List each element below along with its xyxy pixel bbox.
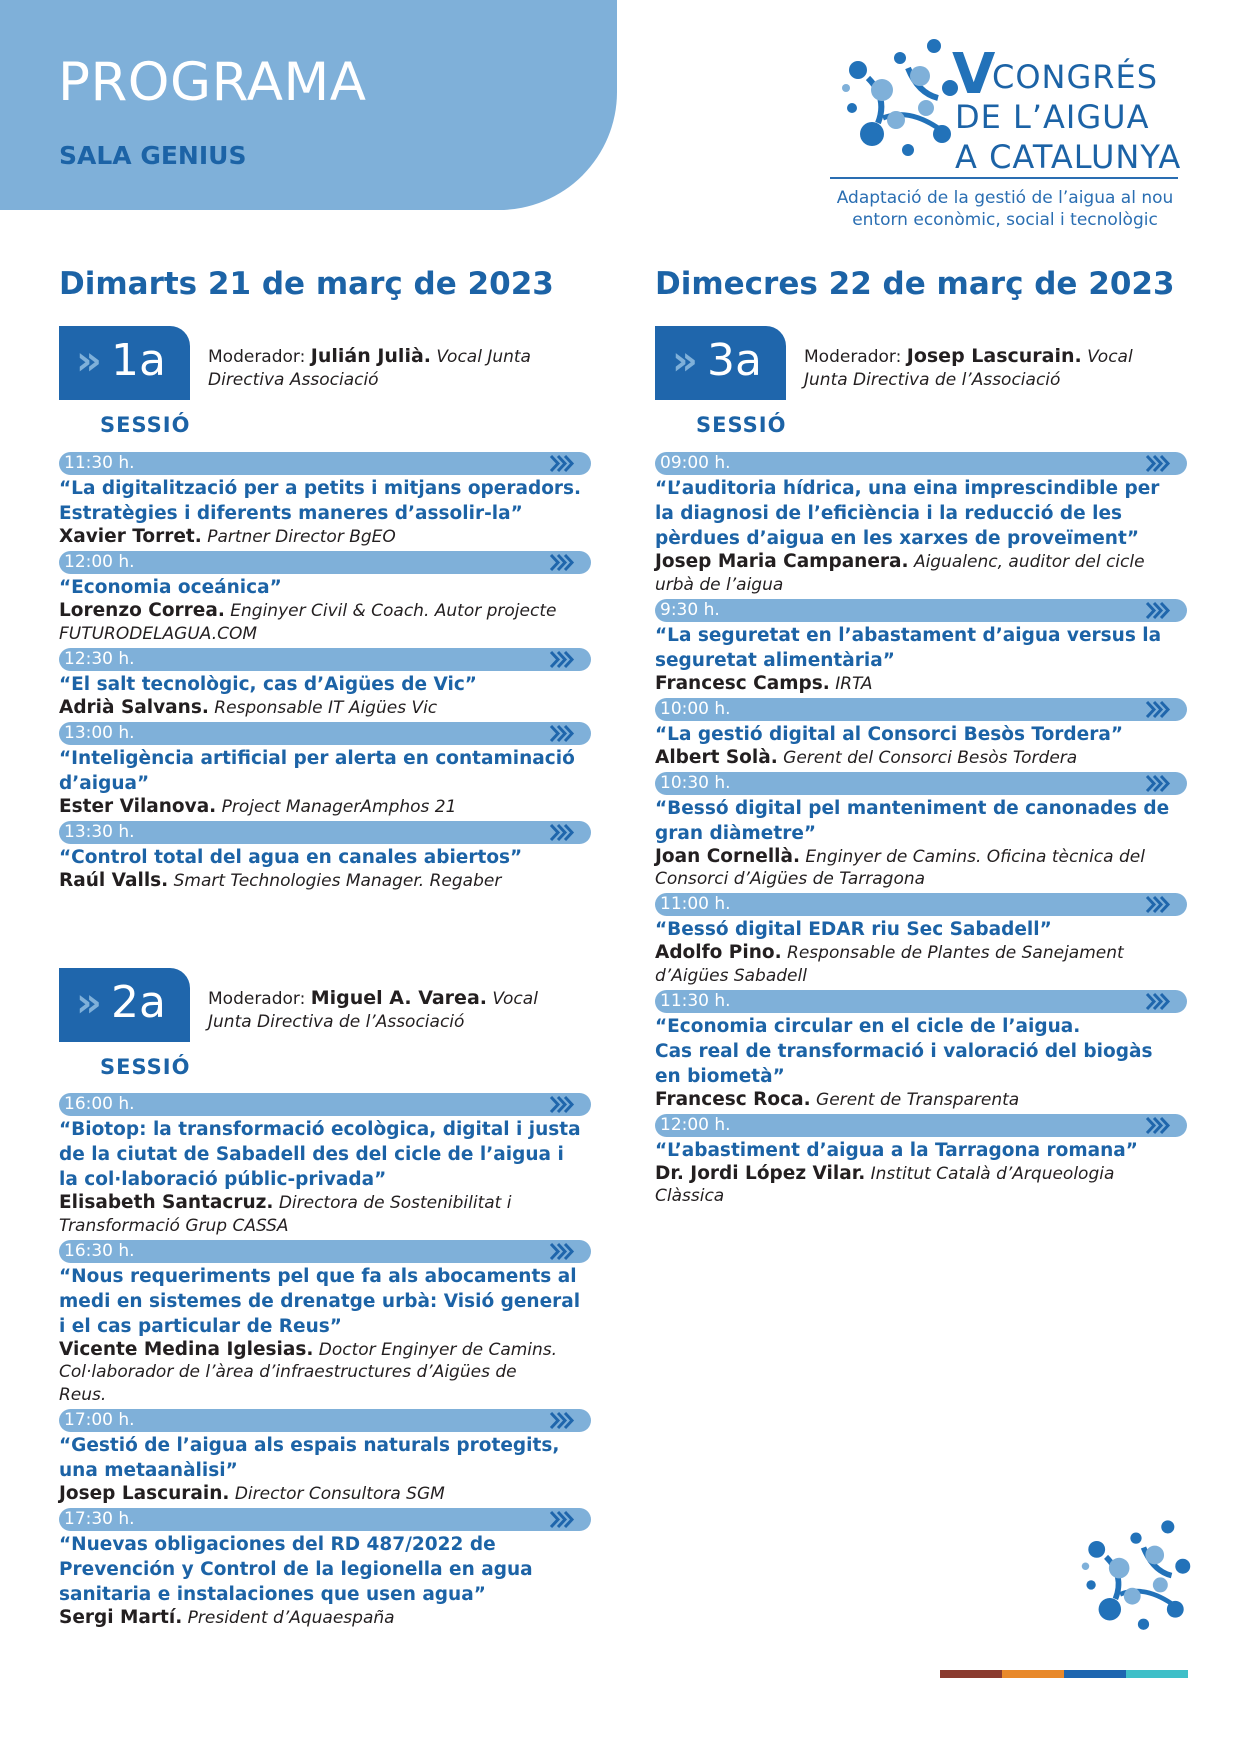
- talk-item: [59, 1093, 591, 1237]
- talk-speaker: [655, 673, 1187, 696]
- time-bar: [655, 452, 1187, 475]
- talk-title-line: la diagnosi de l’eficiència i la reducció de les: [655, 503, 1123, 524]
- moderator-label: Moderador:: [208, 989, 306, 1009]
- speaker-role: Enginyer Civil & Coach. Autor projecte: [230, 601, 557, 621]
- talk-title: [59, 845, 591, 870]
- brand-divider: [830, 177, 1178, 179]
- talk-speaker: [59, 697, 591, 720]
- talk-item: [655, 772, 1187, 891]
- speaker-name: Joan Cornellà.: [655, 845, 801, 867]
- talk-item: [59, 648, 591, 720]
- double-chevron-icon: »: [672, 338, 698, 384]
- speaker-name: Ester Vilanova.: [59, 795, 217, 817]
- talk-time: 16:00 h.: [64, 1094, 135, 1114]
- speaker-name: Raúl Valls.: [59, 869, 169, 891]
- brand-line-1: CONGRÉS: [992, 58, 1159, 96]
- session-label: SESSIÓ: [100, 1055, 191, 1079]
- session-number: 3a: [707, 335, 762, 386]
- triple-chevron-icon: [549, 553, 575, 572]
- speaker-name: Josep Lascurain.: [59, 1482, 230, 1504]
- talk-title: [655, 796, 1187, 846]
- talk-title-line: gran diàmetre”: [655, 822, 817, 844]
- speaker-role-line: Reus.: [59, 1384, 107, 1405]
- session-number: 1a: [111, 335, 166, 386]
- time-bar: [655, 1114, 1187, 1137]
- moderator-label: Moderador:: [208, 347, 306, 367]
- talk-item: [59, 722, 591, 819]
- moderator-role: Vocal: [492, 989, 538, 1009]
- talk-time: 9:30 h.: [660, 599, 720, 620]
- speaker-name: Elisabeth Santacruz.: [59, 1192, 274, 1213]
- time-bar: [59, 1093, 591, 1116]
- time-bar: [59, 551, 591, 574]
- talk-speaker: [655, 1089, 1187, 1112]
- talk-title-line: “La seguretat en l’abastament d’aigua versus la: [655, 624, 1162, 646]
- talk-item: [655, 452, 1187, 596]
- talk-speaker: [655, 942, 1187, 987]
- moderator-block: [208, 345, 531, 391]
- moderator-role-line-2: Junta Directiva de l’Associació: [208, 1011, 465, 1032]
- speaker-role: Doctor Enginyer de Camins.: [318, 1339, 558, 1360]
- talk-title-line: “Bessó digital pel manteniment de canonades de: [655, 797, 1170, 819]
- tagline-line-2: entorn econòmic, social i tecnològic: [852, 210, 1158, 230]
- talk-title: [655, 476, 1187, 551]
- triple-chevron-icon: [549, 1242, 575, 1261]
- talk-title-line: Cas real de transformació i valoració del biogàs: [655, 1040, 1153, 1062]
- speaker-role: Partner Director BgEO: [207, 527, 396, 547]
- triple-chevron-icon: [549, 1411, 575, 1430]
- triple-chevron-icon: [1145, 1116, 1171, 1135]
- talk-title-line: medi en sistemes de drenatge urbà: Visió general: [59, 1290, 581, 1312]
- speaker-role: Responsable de Plantes de Sanejament: [787, 943, 1124, 963]
- colorbar-orange: [1002, 1670, 1064, 1678]
- speaker-role-line: Clàssica: [655, 1186, 725, 1206]
- talk-speaker: [655, 747, 1187, 770]
- speaker-name: Francesc Roca.: [655, 1088, 811, 1110]
- time-bar: [59, 452, 591, 475]
- session-label: SESSIÓ: [696, 413, 787, 437]
- time-bar: [59, 722, 591, 745]
- speaker-line-1: [59, 526, 591, 549]
- time-bar: [59, 1240, 591, 1263]
- speaker-name: Sergi Martí.: [59, 1606, 183, 1628]
- talk-item: [655, 698, 1187, 770]
- double-chevron-icon: »: [76, 980, 102, 1026]
- time-bar: [655, 772, 1187, 795]
- moderator-role: Vocal Junta: [436, 347, 531, 367]
- talk-title: [59, 746, 591, 796]
- speaker-role-line: d’Aigües Sabadell: [655, 965, 807, 986]
- talk-item: [59, 821, 591, 893]
- talk-title-line: “La gestió digital al Consorci Besòs Tordera”: [655, 723, 1123, 745]
- moderator-role: Vocal: [1087, 347, 1133, 367]
- speaker-line-1: [655, 846, 1187, 869]
- triple-chevron-icon: [1145, 992, 1171, 1011]
- moderator-line-1: [804, 345, 1133, 369]
- brand-line-2: DE L’AIGUA: [955, 98, 1150, 136]
- talk-title-line: “Economia oceánica”: [59, 577, 282, 598]
- speaker-role: Project ManagerAmphos 21: [221, 796, 457, 817]
- talk-title: [655, 1138, 1187, 1163]
- speaker-line-1: [655, 1089, 1187, 1112]
- talk-speaker: [59, 1607, 591, 1630]
- speaker-line-1: [655, 747, 1187, 770]
- talk-item: [655, 599, 1187, 696]
- talk-time: 13:30 h.: [64, 821, 135, 842]
- session-badge-1a: [59, 326, 190, 400]
- time-bar: [655, 893, 1187, 916]
- talk-title: [59, 1117, 591, 1192]
- talk-title: [59, 476, 591, 526]
- colorbar-teal: [1126, 1670, 1188, 1678]
- speaker-role-line: Consorci d’Aigües de Tarragona: [655, 869, 926, 889]
- talk-speaker: [655, 551, 1187, 596]
- talk-item: [59, 1240, 591, 1407]
- talk-time: 10:30 h.: [660, 772, 731, 793]
- speaker-role: IRTA: [835, 673, 873, 694]
- talk-title: [59, 672, 591, 697]
- speaker-name: Lorenzo Correa.: [59, 600, 225, 621]
- talk-time: 16:30 h.: [64, 1240, 135, 1261]
- triple-chevron-icon: [1145, 454, 1171, 473]
- talk-time: 13:00 h.: [64, 722, 135, 743]
- speaker-role: Gerent del Consorci Besòs Tordera: [783, 747, 1078, 768]
- talk-title-line: “Economia circular en el cicle de l’aigua.: [655, 1015, 1081, 1037]
- session-badge-2a: [59, 968, 190, 1042]
- header-band: [0, 0, 617, 210]
- brand-numeral: V: [952, 42, 996, 107]
- triple-chevron-icon: [1145, 774, 1171, 793]
- time-bar: [655, 599, 1187, 622]
- triple-chevron-icon: [549, 823, 575, 842]
- talk-title: [655, 722, 1187, 747]
- congress-logo-icon: [838, 38, 962, 160]
- talk-speaker: [59, 1483, 591, 1506]
- speaker-line-1: [655, 942, 1187, 965]
- colorbar-brown: [940, 1670, 1002, 1678]
- triple-chevron-icon: [1145, 895, 1171, 914]
- talk-time: 12:00 h.: [64, 552, 135, 572]
- moderator-role-line-2: Directiva Associació: [208, 369, 379, 390]
- speaker-name: Xavier Torret.: [59, 526, 202, 547]
- session-badge-3a: [655, 326, 786, 400]
- talk-speaker: [59, 1192, 591, 1237]
- talk-title-line: “El salt tecnològic, cas d’Aigües de Vic”: [59, 673, 477, 695]
- talk-item: [59, 551, 591, 645]
- talk-time: 17:30 h.: [64, 1508, 135, 1529]
- page-title: PROGRAMA: [58, 52, 367, 113]
- triple-chevron-icon: [1145, 601, 1171, 620]
- talk-speaker: [59, 870, 591, 893]
- speaker-line-1: [59, 697, 591, 720]
- speaker-line-1: [655, 1163, 1187, 1186]
- talk-speaker: [59, 600, 591, 645]
- time-bar: [59, 1409, 591, 1432]
- talk-title-line: una metaanàlisi”: [59, 1459, 238, 1481]
- talk-speaker: [655, 846, 1187, 891]
- triple-chevron-icon: [549, 1510, 575, 1529]
- talk-time: 10:00 h.: [660, 698, 731, 719]
- talk-title-line: “La digitalització per a petits i mitjans operadors.: [59, 478, 582, 499]
- talk-speaker: [59, 796, 591, 819]
- triple-chevron-icon: [1145, 700, 1171, 719]
- talk-time: 09:00 h.: [660, 453, 731, 473]
- talk-item: [59, 452, 591, 549]
- speaker-name: Adrià Salvans.: [59, 696, 209, 718]
- moderator-block: [804, 345, 1133, 391]
- speaker-role-line: FUTURODELAGUA.COM: [59, 623, 258, 644]
- speaker-name: Francesc Camps.: [655, 672, 830, 694]
- speaker-role: President d’Aquaespaña: [187, 1607, 395, 1628]
- speaker-line-1: [59, 796, 591, 819]
- talk-title: [59, 1532, 591, 1607]
- time-bar: [655, 990, 1187, 1013]
- talk-title-line: en biometà”: [655, 1065, 785, 1087]
- talk-title-line: i el cas particular de Reus”: [59, 1315, 342, 1337]
- speaker-role: Institut Català d’Arqueologia: [870, 1163, 1115, 1184]
- speaker-line-1: [59, 600, 591, 623]
- speaker-role: Director Consultora SGM: [234, 1483, 445, 1504]
- speaker-line-1: [59, 870, 591, 893]
- talk-title-line: “L’auditoria hídrica, una eina imprescindible per: [655, 478, 1160, 499]
- talk-time: 17:00 h.: [64, 1409, 135, 1430]
- talk-title-line: “Inteligència artificial per alerta en contaminació: [59, 747, 575, 769]
- talk-speaker: [59, 1339, 591, 1407]
- talk-title-line: seguretat alimentària”: [655, 649, 895, 671]
- time-bar: [655, 698, 1187, 721]
- speaker-role: Enginyer de Camins. Oficina tècnica del: [805, 846, 1145, 867]
- moderator-name: Josep Lascurain.: [906, 345, 1082, 367]
- speaker-role: Directora de Sostenibilitat i: [278, 1193, 512, 1213]
- talk-title-line: “Nuevas obligaciones del RD 487/2022 de: [59, 1533, 496, 1555]
- moderator-line-1: [208, 345, 531, 369]
- moderator-block: [208, 987, 538, 1033]
- speaker-role: Smart Technologies Manager. Regaber: [173, 870, 502, 891]
- speaker-name: Dr. Jordi López Vilar.: [655, 1162, 866, 1184]
- speaker-line-1: [59, 1483, 591, 1506]
- time-bar: [59, 1508, 591, 1531]
- talk-title-line: d’aigua”: [59, 772, 150, 794]
- room-name: SALA GENIUS: [59, 141, 247, 170]
- speaker-role-line: urbà de l’aigua: [655, 574, 784, 595]
- moderator-label: Moderador:: [804, 347, 902, 367]
- talk-title-line: sanitaria e instalaciones que usen agua”: [59, 1583, 486, 1605]
- triple-chevron-icon: [549, 724, 575, 743]
- talk-title-line: “Nous requeriments pel que fa als abocaments al: [59, 1265, 577, 1287]
- talk-title-line: la col·laboració públic-privada”: [59, 1169, 387, 1190]
- time-bar: [59, 648, 591, 671]
- speaker-line-1: [59, 1339, 591, 1362]
- talk-time: 12:00 h.: [660, 1114, 731, 1135]
- colorbar-blue: [1064, 1670, 1126, 1678]
- talk-speaker: [655, 1163, 1187, 1208]
- speaker-line-1: [655, 673, 1187, 696]
- tagline: [800, 187, 1210, 231]
- moderator-name: Miguel A. Varea.: [310, 987, 487, 1009]
- speaker-role: Aigualenc, auditor del cicle: [913, 552, 1145, 572]
- talk-title: [655, 917, 1187, 942]
- talk-speaker: [59, 526, 591, 549]
- congress-logo-small-icon: [1078, 1519, 1194, 1634]
- talk-title-line: pèrdues d’aigua en les xarxes de proveïment”: [655, 528, 1139, 549]
- speaker-role: Gerent de Transparenta: [816, 1089, 1020, 1110]
- brand-line-3: A CATALUNYA: [955, 138, 1182, 176]
- talk-title-line: “Bessó digital EDAR riu Sec Sabadell”: [655, 919, 1052, 940]
- talk-title-line: “Control total del agua en canales abiertos”: [59, 846, 523, 868]
- talk-title-line: “L’abastiment d’aigua a la Tarragona romana”: [655, 1139, 1138, 1161]
- speaker-line-1: [59, 1192, 591, 1215]
- talk-title-line: “Gestió de l’aigua als espais naturals protegits,: [59, 1434, 560, 1456]
- speaker-role: Responsable IT Aigües Vic: [214, 697, 438, 718]
- triple-chevron-icon: [549, 1095, 575, 1114]
- moderator-role-line-2: Junta Directiva de l’Associació: [804, 369, 1061, 390]
- day-heading-wednesday: Dimecres 22 de març de 2023: [655, 266, 1175, 302]
- talk-title: [59, 1433, 591, 1483]
- talk-title: [655, 623, 1187, 673]
- speaker-role-line: Col·laborador de l’àrea d’infraestructures d’Aigües de: [59, 1362, 517, 1382]
- talk-title: [59, 575, 591, 600]
- speaker-line-1: [59, 1607, 591, 1630]
- talk-item: [655, 1114, 1187, 1208]
- talk-title: [59, 1264, 591, 1339]
- talk-time: 12:30 h.: [64, 648, 135, 669]
- triple-chevron-icon: [549, 650, 575, 669]
- talk-title-line: de la ciutat de Sabadell des del cicle de l’aigua i: [59, 1144, 564, 1165]
- day-heading-tuesday: Dimarts 21 de març de 2023: [59, 266, 554, 302]
- talk-item: [655, 990, 1187, 1112]
- speaker-role-line: Transformació Grup CASSA: [59, 1215, 289, 1236]
- talk-title: [655, 1014, 1187, 1089]
- talk-time: 11:30 h.: [64, 453, 135, 473]
- speaker-line-1: [655, 551, 1187, 574]
- speaker-name: Josep Maria Campanera.: [655, 551, 909, 572]
- talk-item: [59, 1508, 591, 1630]
- talk-title-line: Estratègies i diferents maneres d’assolir-la”: [59, 503, 523, 524]
- talk-title-line: Prevención y Control de la legionella en agua: [59, 1558, 533, 1580]
- talk-time: 11:30 h.: [660, 990, 731, 1011]
- speaker-name: Vicente Medina Iglesias.: [59, 1338, 314, 1360]
- double-chevron-icon: »: [76, 338, 102, 384]
- triple-chevron-icon: [549, 454, 575, 473]
- tagline-line-1: Adaptació de la gestió de l’aigua al nou: [836, 188, 1174, 208]
- moderator-name: Julián Julià.: [310, 345, 431, 367]
- session-label: SESSIÓ: [100, 413, 191, 437]
- speaker-name: Adolfo Pino.: [655, 942, 782, 963]
- moderator-line-1: [208, 987, 538, 1011]
- talk-item: [59, 1409, 591, 1506]
- talk-title-line: “Biotop: la transformació ecològica, digital i justa: [59, 1119, 581, 1140]
- speaker-name: Albert Solà.: [655, 746, 778, 768]
- time-bar: [59, 821, 591, 844]
- session-number: 2a: [111, 977, 166, 1028]
- talk-time: 11:00 h.: [660, 894, 731, 914]
- talk-item: [655, 893, 1187, 987]
